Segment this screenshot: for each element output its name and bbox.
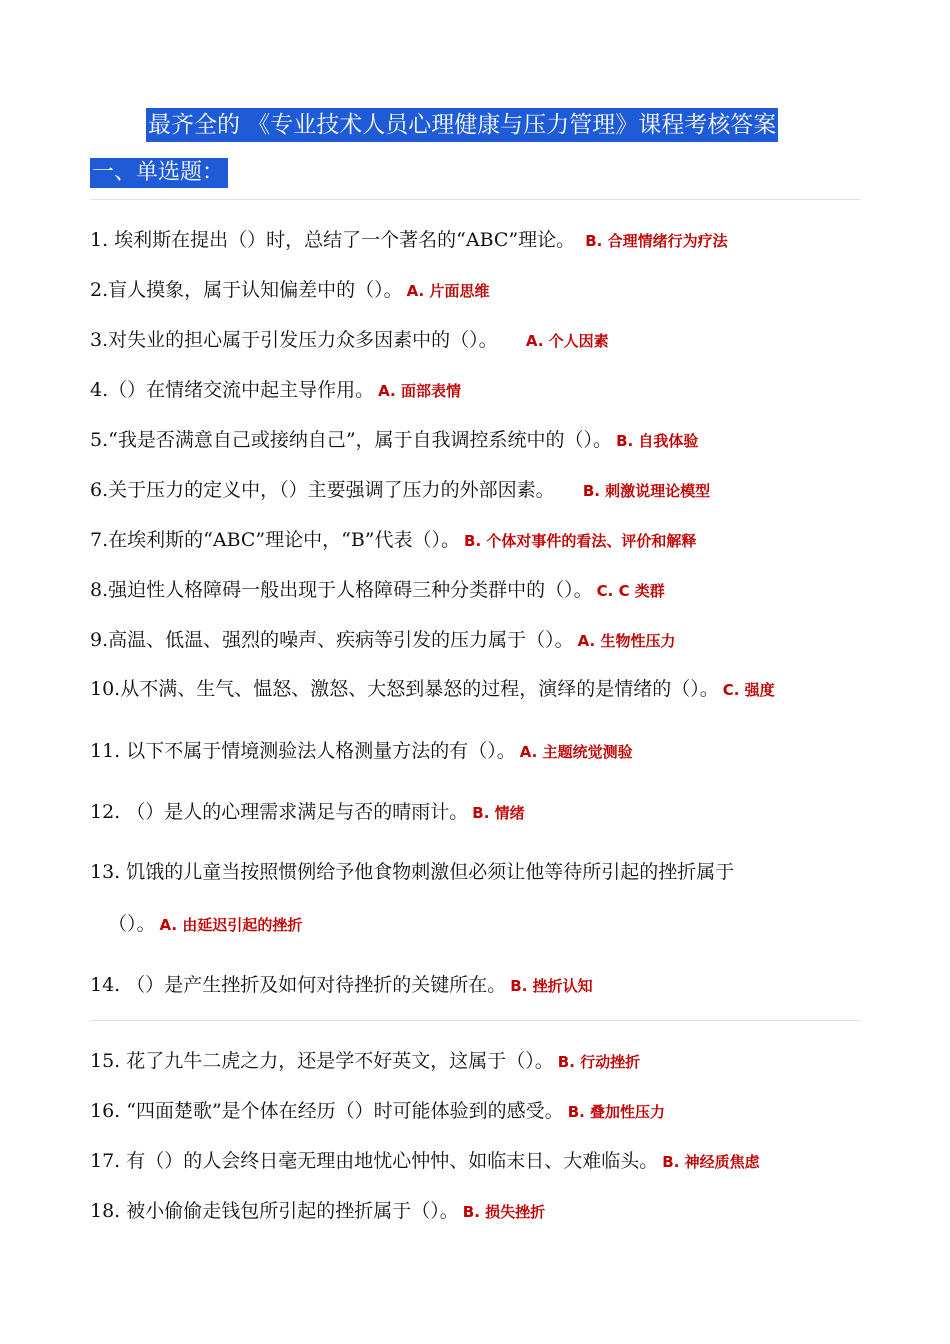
question-text: 5.“我是否满意自己或接纳自己”，属于自我调控系统中的（）。	[90, 429, 613, 451]
question-5	[90, 427, 698, 454]
answer: A. 个人因素	[525, 332, 609, 350]
question-1	[90, 227, 728, 254]
question-14	[90, 972, 593, 999]
answer: B. 挫折认知	[510, 977, 593, 995]
answer: B. 叠加性压力	[567, 1103, 666, 1121]
answer: B. 情绪	[472, 804, 525, 822]
question-8	[90, 577, 665, 604]
document-title: 最齐全的 《专业技术人员心理健康与压力管理》课程考核答案	[146, 108, 778, 142]
question-text: 12. （）是人的心理需求满足与否的晴雨计。	[90, 801, 469, 823]
question-13	[90, 859, 734, 885]
question-text: 15. 花了九牛二虎之力，还是学不好英文，这属于（）。	[90, 1050, 554, 1072]
answer: C. 强度	[722, 681, 775, 699]
question-text: 7.在埃利斯的“ABC”理论中，“B”代表（）。	[90, 529, 461, 551]
question-4	[90, 377, 461, 404]
question-13-cont	[108, 911, 302, 938]
section-heading: 一、单选题：	[90, 158, 228, 188]
question-text: 3.对失业的担心属于引发压力众多因素中的（）。	[90, 329, 498, 351]
answer: B. 自我体验	[616, 432, 699, 450]
question-12	[90, 799, 525, 826]
question-text: 17. 有（）的人会终日毫无理由地忧心忡忡、如临末日、大难临头。	[90, 1150, 659, 1172]
answer: B. 刺激说理论模型	[582, 482, 711, 500]
question-text: 2.盲人摸象，属于认知偏差中的（）。	[90, 279, 403, 301]
question-11	[90, 738, 633, 765]
answer: B. 合理情绪行为疗法	[585, 232, 728, 250]
question-3	[90, 327, 609, 354]
question-7	[90, 527, 696, 554]
question-10	[90, 676, 855, 703]
answer: B. 行动挫折	[557, 1053, 641, 1071]
question-2	[90, 277, 489, 304]
question-text: （）。	[108, 913, 156, 935]
question-17	[90, 1148, 760, 1175]
answer: A. 由延迟引起的挫折	[159, 916, 303, 934]
question-text: 8.强迫性人格障碍一般出现于人格障碍三种分类群中的（）。	[90, 579, 593, 601]
question-9	[90, 627, 675, 654]
question-text: 13. 饥饿的儿童当按照惯例给予他食物刺激但必须让他等待所引起的挫折属于	[90, 861, 735, 883]
question-text: 1. 埃利斯在提出（）时，总结了一个著名的“ABC”理论。	[90, 229, 576, 251]
answer: A. 片面思维	[406, 282, 490, 300]
divider	[90, 1020, 860, 1021]
question-text: 14. （）是产生挫折及如何对待挫折的关键所在。	[90, 974, 507, 996]
answer: B. 个体对事件的看法、评价和解释	[464, 532, 697, 550]
question-16	[90, 1098, 665, 1125]
question-text: 9.高温、低温、强烈的噪声、疾病等引发的压力属于（）。	[90, 629, 574, 651]
divider	[90, 199, 860, 200]
question-text: 11. 以下不属于情境测验法人格测量方法的有（）。	[90, 740, 516, 762]
answer: C. C 类群	[596, 582, 665, 600]
answer: B. 神经质焦虑	[662, 1153, 760, 1171]
answer: A. 主题统觉测验	[519, 743, 633, 761]
answer: A. 面部表情	[378, 382, 461, 400]
question-6	[90, 477, 710, 504]
answer: A. 生物性压力	[577, 632, 676, 650]
question-text: 10.从不满、生气、愠怒、激怒、大怒到暴怒的过程，演绎的是情绪的（）。	[90, 678, 719, 700]
question-15	[90, 1048, 640, 1075]
question-text: 6.关于压力的定义中，（）主要强调了压力的外部因素。	[90, 479, 555, 501]
question-text: 4.（）在情绪交流中起主导作用。	[90, 379, 375, 401]
answer: B. 损失挫折	[462, 1203, 546, 1221]
question-text: 18. 被小偷偷走钱包所引起的挫折属于（）。	[90, 1200, 459, 1222]
question-18	[90, 1198, 545, 1225]
question-text: 16. “四面楚歌”是个体在经历（）时可能体验到的感受。	[90, 1100, 564, 1122]
